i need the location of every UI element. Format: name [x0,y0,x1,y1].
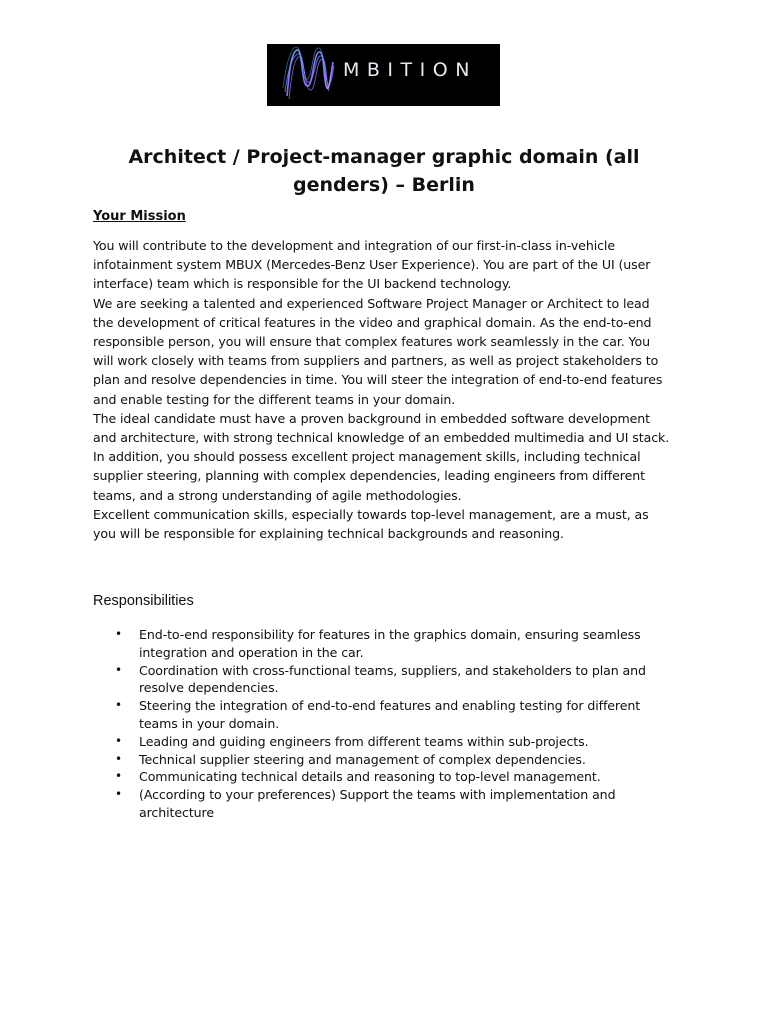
mission-paragraph: The ideal candidate must have a proven background in embedded software development and architecture, with strong technical knowledge of an embedded multimedia and UI stack. [93,410,670,446]
mbition-logo [267,44,500,106]
mission-paragraph: You will contribute to the development and integration of our first-in-class in-vehicle infotainment system MBUX (Mercedes-Benz User Experience). You are part of the UI (user interface) team which is responsible for the UI backend technology. [93,238,651,292]
list-item [115,768,660,786]
bullet-icon: • [115,662,122,677]
bullet-icon: • [115,769,122,784]
list-item-text: Coordination with cross-functional teams, suppliers, and stakeholders to plan and resolve dependencies. [139,662,646,696]
page-title: Architect / Project-manager graphic domain (all genders) – Berlin [128,146,640,196]
bullet-icon: • [115,698,122,713]
mission-paragraph: Excellent communication skills, especially towards top-level management, are a must, as you will be responsible for explaining technical backgrounds and reasoning. [93,506,649,542]
list-item-text: Leading and guiding engineers from different teams within sub-projects. [139,733,589,749]
list-item-text: Communicating technical details and reasoning to top-level management. [139,769,601,785]
list-item [115,733,660,751]
responsibilities-list [115,626,660,822]
mission-body [93,236,673,543]
mission-paragraph: We are seeking a talented and experienced Software Project Manager or Architect to lead the development of critical features in the video and graphical domain. As the end-to-end responsible person, you will ensure that complex features work seamlessly in the car. You will work closely with teams from suppliers and partners, as well as project stakeholders to plan and resolve dependencies in time. You will steer the integration of end-to-end features and enable testing for the different teams in your domain. [93,295,663,407]
bullet-icon: • [115,751,122,766]
list-item-text: (According to your preferences) Support the teams with implementation and architecture [139,787,616,820]
list-item [115,697,660,733]
list-item-text: Steering the integration of end-to-end features and enabling testing for different teams in your domain. [139,698,641,731]
mission-paragraph: In addition, you should possess excellent project management skills, including technical supplier steering, planning with complex dependencies, leading engineers from different teams, and a strong understanding of agile methodologies. [93,449,645,503]
bullet-icon: • [115,627,122,641]
responsibilities-heading: Responsibilities [93,593,194,609]
list-item [115,751,660,769]
list-item [115,662,660,698]
bullet-icon: • [115,787,122,802]
logo-brand-text: MBITION [343,59,477,81]
list-item-text: Technical supplier steering and management of complex dependencies. [139,751,586,767]
mission-heading: Your Mission [93,209,186,224]
bullet-icon: • [115,733,122,748]
list-item [115,786,660,822]
list-item-text: End-to-end responsibility for features in the graphics domain, ensuring seamless integration and operation in the car. [139,627,641,660]
list-item [115,626,660,662]
